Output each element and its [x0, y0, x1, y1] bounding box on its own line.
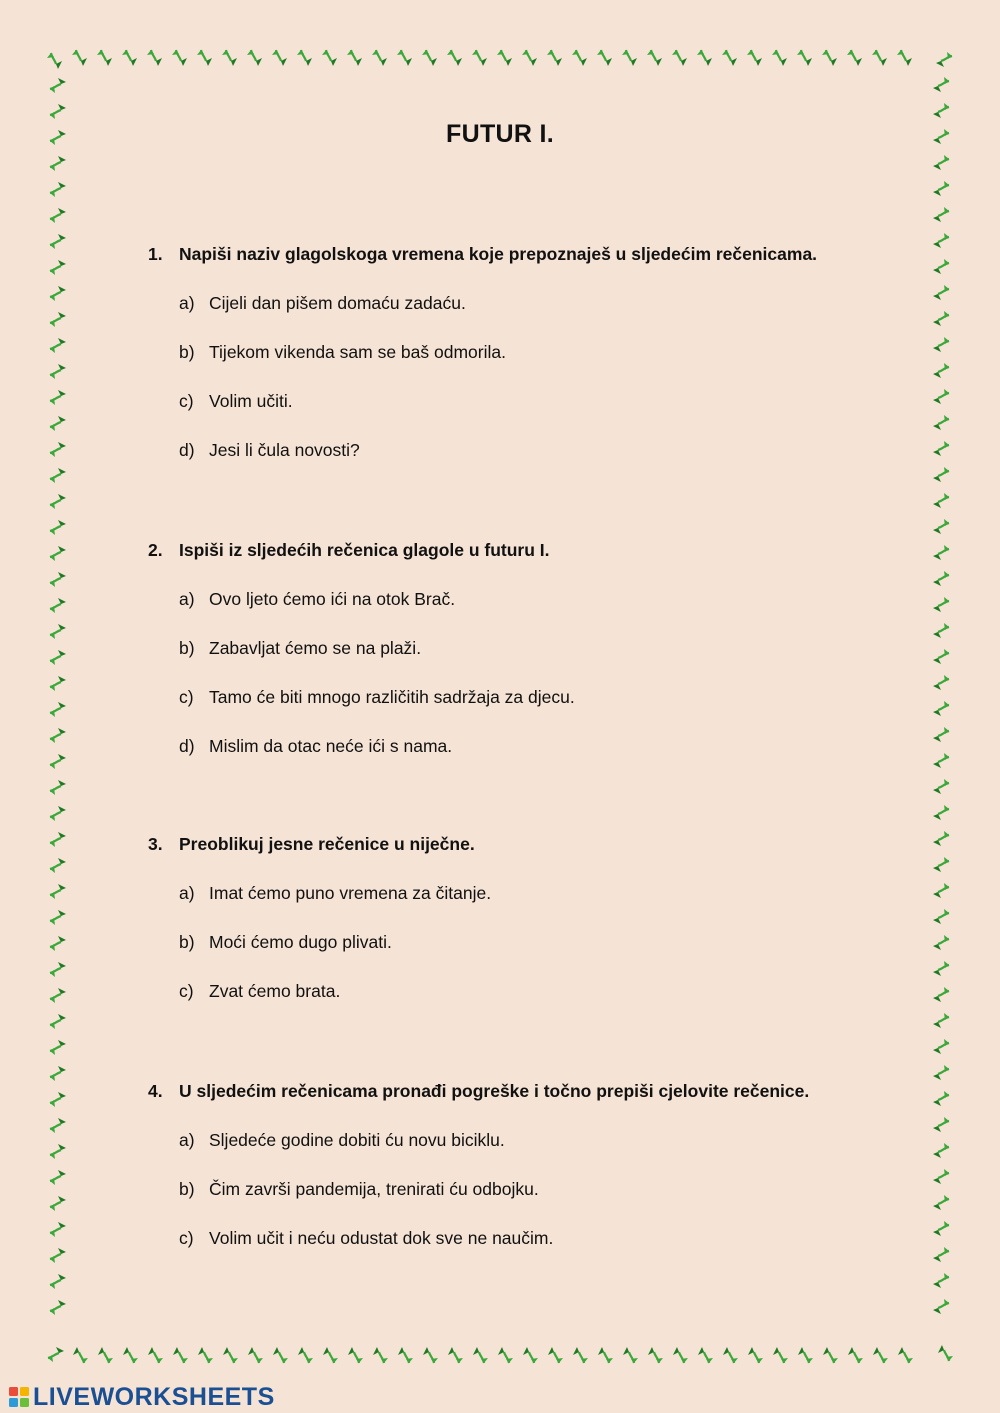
question-number: 4.: [148, 1081, 163, 1101]
vine-leaf: [198, 1347, 213, 1363]
item-letter: c): [179, 391, 194, 411]
vine-leaf: [933, 883, 949, 898]
vine-leaf: [50, 910, 66, 925]
vine-leaf: [847, 50, 862, 66]
item-letter: a): [179, 883, 195, 903]
item-letter: b): [179, 1179, 195, 1199]
vine-leaf: [50, 1144, 66, 1159]
vine-leaf: [297, 50, 312, 66]
vine-leaf: [933, 493, 949, 508]
vine-leaf: [50, 780, 66, 795]
item-letter: d): [179, 440, 195, 460]
vine-leaf: [933, 441, 949, 456]
vine-leaf: [222, 50, 237, 66]
vine-leaf: [50, 260, 66, 275]
sentence-list: [148, 1128, 868, 1250]
vine-leaf: [938, 1345, 953, 1361]
vine-leaf: [472, 50, 487, 66]
vine-leaf: [547, 50, 562, 66]
vine-leaf: [933, 207, 949, 222]
vine-leaf: [48, 1347, 64, 1362]
vine-leaf: [50, 754, 66, 769]
vine-leaf: [573, 1347, 588, 1363]
vine-leaf: [50, 208, 66, 223]
vine-leaf: [50, 598, 66, 613]
vine-leaf: [933, 779, 949, 794]
vine-leaf: [50, 546, 66, 561]
vine-leaf: [933, 337, 949, 352]
sentence-list: [148, 291, 868, 462]
item-text: Zabavljat ćemo se na plaži.: [209, 638, 422, 658]
vine-leaf: [933, 285, 949, 300]
vine-leaf: [933, 571, 949, 586]
item-text: Mislim da otac neće ići s nama.: [209, 736, 453, 756]
vine-leaf: [933, 1091, 949, 1106]
vine-leaf: [897, 50, 912, 66]
vine-leaf: [50, 416, 66, 431]
vine-leaf: [933, 675, 949, 690]
vine-leaf: [673, 1347, 688, 1363]
vine-leaf: [50, 312, 66, 327]
vine-leaf: [298, 1347, 313, 1363]
vine-leaf: [872, 50, 887, 66]
question-text: U sljedećim rečenicama pronađi pogreške i točno prepiši cjelovite rečenice.: [179, 1081, 810, 1101]
vine-leaf: [273, 1347, 288, 1363]
vine-leaf: [50, 728, 66, 743]
vine-leaf: [622, 50, 637, 66]
page-title: FUTUR I.: [446, 120, 554, 148]
question-text: Ispiši iz sljedećih rečenica glagole u futuru I.: [179, 540, 550, 560]
item-text: Moći ćemo dugo plivati.: [209, 932, 392, 952]
question-3: [148, 832, 868, 1003]
vine-leaf: [50, 1300, 66, 1315]
vine-leaf: [50, 806, 66, 821]
vine-leaf: [797, 50, 812, 66]
vine-leaf: [722, 50, 737, 66]
list-item: [148, 930, 868, 954]
vine-leaf: [822, 50, 837, 66]
vine-leaf: [933, 1195, 949, 1210]
item-text: Čim završi pandemija, trenirati ću odbojku.: [209, 1179, 539, 1199]
vine-leaf: [50, 494, 66, 509]
vine-leaf: [50, 1066, 66, 1081]
vine-leaf: [933, 1169, 949, 1184]
vine-leaf: [473, 1347, 488, 1363]
vine-leaf: [933, 935, 949, 950]
item-letter: c): [179, 981, 194, 1001]
vine-leaf: [50, 988, 66, 1003]
vine-leaf: [423, 1347, 438, 1363]
vine-leaf: [548, 1347, 563, 1363]
vine-leaf: [773, 1347, 788, 1363]
vine-leaf: [50, 468, 66, 483]
vine-leaf: [50, 1274, 66, 1289]
vine-leaf: [47, 53, 62, 69]
vine-leaf: [933, 701, 949, 716]
vine-leaf: [933, 519, 949, 534]
vine-leaf: [933, 1247, 949, 1262]
vine-leaf: [50, 1196, 66, 1211]
sentence-list: [148, 881, 868, 1003]
vine-leaf: [697, 50, 712, 66]
vine-leaf: [50, 858, 66, 873]
vine-leaf: [197, 50, 212, 66]
question-number: 2.: [148, 540, 163, 560]
question-prompt: [148, 832, 868, 856]
question-number: 3.: [148, 834, 163, 854]
question-1: [148, 242, 868, 462]
vine-leaf: [572, 50, 587, 66]
vine-leaf: [97, 50, 112, 66]
vine-leaf: [147, 50, 162, 66]
question-prompt: [148, 538, 868, 562]
vine-leaf: [698, 1347, 713, 1363]
list-item: [148, 979, 868, 1003]
item-letter: b): [179, 342, 195, 362]
vine-leaf: [50, 624, 66, 639]
vine-leaf: [50, 286, 66, 301]
vine-leaf: [933, 649, 949, 664]
vine-leaf: [50, 442, 66, 457]
vine-leaf: [497, 50, 512, 66]
item-letter: d): [179, 736, 195, 756]
item-letter: b): [179, 932, 195, 952]
vine-leaf: [898, 1347, 913, 1363]
vine-leaf: [122, 50, 137, 66]
vine-leaf: [50, 962, 66, 977]
item-text: Volim učit i neću odustat dok sve ne naučim.: [209, 1228, 554, 1248]
vine-leaf: [623, 1347, 638, 1363]
item-text: Volim učiti.: [209, 391, 293, 411]
sentence-list: [148, 587, 868, 758]
list-item: [148, 734, 868, 758]
vine-leaf: [747, 50, 762, 66]
vine-leaf: [647, 50, 662, 66]
question-text: Napiši naziv glagolskoga vremena koje prepoznaješ u sljedećim rečenicama.: [179, 244, 818, 264]
vine-leaf: [50, 1040, 66, 1055]
vine-leaf: [873, 1347, 888, 1363]
vine-leaf: [936, 52, 952, 67]
vine-leaf: [498, 1347, 513, 1363]
item-text: Imat ćemo puno vremena za čitanje.: [209, 883, 492, 903]
vine-leaf: [372, 50, 387, 66]
vine-leaf: [422, 50, 437, 66]
question-4: [148, 1079, 868, 1250]
vine-leaf: [50, 832, 66, 847]
question-prompt: [148, 1079, 868, 1103]
vine-leaf: [398, 1347, 413, 1363]
vine-leaf: [798, 1347, 813, 1363]
list-item: [148, 1177, 868, 1201]
vine-leaf: [933, 545, 949, 560]
vine-leaf: [933, 805, 949, 820]
vine-leaf: [448, 1347, 463, 1363]
logo-wordmark: LIVEWORKSHEETS: [33, 1382, 275, 1411]
vine-leaf: [50, 1248, 66, 1263]
vine-leaf: [50, 884, 66, 899]
list-item: [148, 587, 868, 611]
vine-leaf: [50, 1170, 66, 1185]
list-item: [148, 881, 868, 905]
vine-leaf: [173, 1347, 188, 1363]
vine-leaf: [248, 1347, 263, 1363]
vine-leaf: [247, 50, 262, 66]
vine-leaf: [523, 1347, 538, 1363]
item-letter: a): [179, 589, 195, 609]
vine-leaf: [933, 1065, 949, 1080]
question-number: 1.: [148, 244, 163, 264]
item-letter: b): [179, 638, 195, 658]
vine-leaf: [597, 50, 612, 66]
vine-leaf: [933, 1221, 949, 1236]
vine-leaf: [447, 50, 462, 66]
vine-leaf: [50, 182, 66, 197]
vine-leaf: [347, 50, 362, 66]
question-2: [148, 538, 868, 758]
vine-leaf: [50, 364, 66, 379]
vine-leaf: [50, 676, 66, 691]
vine-leaf: [933, 415, 949, 430]
list-item: [148, 685, 868, 709]
vine-leaf: [823, 1347, 838, 1363]
vine-leaf: [272, 50, 287, 66]
vine-leaf: [933, 623, 949, 638]
liveworksheets-logo-icon: [8, 1386, 30, 1408]
item-text: Tijekom vikenda sam se baš odmorila.: [209, 342, 506, 362]
vine-leaf: [933, 727, 949, 742]
vine-leaf: [373, 1347, 388, 1363]
list-item: [148, 1226, 868, 1250]
vine-leaf: [933, 909, 949, 924]
vine-leaf: [50, 156, 66, 171]
vine-leaf: [123, 1347, 138, 1363]
list-item: [148, 438, 868, 462]
vine-leaf: [148, 1347, 163, 1363]
vine-leaf: [848, 1347, 863, 1363]
vine-leaf: [933, 467, 949, 482]
vine-leaf: [50, 1222, 66, 1237]
vine-leaf: [72, 50, 87, 66]
list-item: [148, 1128, 868, 1152]
item-letter: c): [179, 687, 194, 707]
item-text: Zvat ćemo brata.: [209, 981, 341, 1001]
vine-leaf: [933, 1143, 949, 1158]
vine-leaf: [933, 753, 949, 768]
vine-leaf: [933, 311, 949, 326]
item-letter: c): [179, 1228, 194, 1248]
vine-leaf: [98, 1347, 113, 1363]
vine-leaf: [933, 1273, 949, 1288]
vine-leaf: [933, 155, 949, 170]
vine-leaf: [933, 987, 949, 1002]
vine-leaf: [933, 831, 949, 846]
item-letter: a): [179, 293, 195, 313]
vine-leaf: [933, 1013, 949, 1028]
list-item: [148, 291, 868, 315]
vine-leaf: [933, 857, 949, 872]
vine-leaf: [50, 78, 66, 93]
item-text: Cijeli dan pišem domaću zadaću.: [209, 293, 466, 313]
vine-leaf: [522, 50, 537, 66]
vine-leaf: [933, 597, 949, 612]
vine-leaf: [933, 389, 949, 404]
vine-leaf: [933, 961, 949, 976]
vine-leaf: [323, 1347, 338, 1363]
question-text: Preoblikuj jesne rečenice u niječne.: [179, 834, 475, 854]
item-text: Jesi li čula novosti?: [209, 440, 360, 460]
question-prompt: [148, 242, 868, 266]
vine-leaf: [348, 1347, 363, 1363]
vine-leaf: [933, 363, 949, 378]
vine-leaf: [933, 1039, 949, 1054]
vine-leaf: [50, 104, 66, 119]
vine-leaf: [50, 520, 66, 535]
list-item: [148, 636, 868, 660]
vine-leaf: [598, 1347, 613, 1363]
vine-leaf: [933, 1299, 949, 1314]
vine-leaf: [933, 181, 949, 196]
vine-leaf: [933, 1117, 949, 1132]
vine-leaf: [748, 1347, 763, 1363]
item-text: Sljedeće godine dobiti ću novu biciklu.: [209, 1130, 505, 1150]
vine-leaf: [397, 50, 412, 66]
vine-leaf: [50, 1118, 66, 1133]
vine-leaf: [933, 77, 949, 92]
vine-leaf: [223, 1347, 238, 1363]
vine-leaf: [50, 650, 66, 665]
item-text: Tamo će biti mnogo različitih sadržaja za djecu.: [209, 687, 575, 707]
vine-leaf: [50, 234, 66, 249]
vine-leaf: [648, 1347, 663, 1363]
vine-leaf: [933, 233, 949, 248]
vine-leaf: [73, 1347, 88, 1363]
item-text: Ovo ljeto ćemo ići na otok Brač.: [209, 589, 456, 609]
vine-leaf: [50, 390, 66, 405]
item-letter: a): [179, 1130, 195, 1150]
vine-leaf: [772, 50, 787, 66]
vine-leaf: [322, 50, 337, 66]
vine-leaf: [723, 1347, 738, 1363]
liveworksheets-logo[interactable]: [8, 1382, 275, 1412]
vine-leaf: [50, 702, 66, 717]
vine-leaf: [172, 50, 187, 66]
vine-leaf: [672, 50, 687, 66]
vine-leaf: [50, 1092, 66, 1107]
vine-leaf: [50, 338, 66, 353]
vine-leaf: [933, 103, 949, 118]
vine-leaf: [50, 572, 66, 587]
vine-leaf: [50, 936, 66, 951]
vine-leaf: [50, 1014, 66, 1029]
list-item: [148, 389, 868, 413]
vine-leaf: [933, 259, 949, 274]
list-item: [148, 340, 868, 364]
